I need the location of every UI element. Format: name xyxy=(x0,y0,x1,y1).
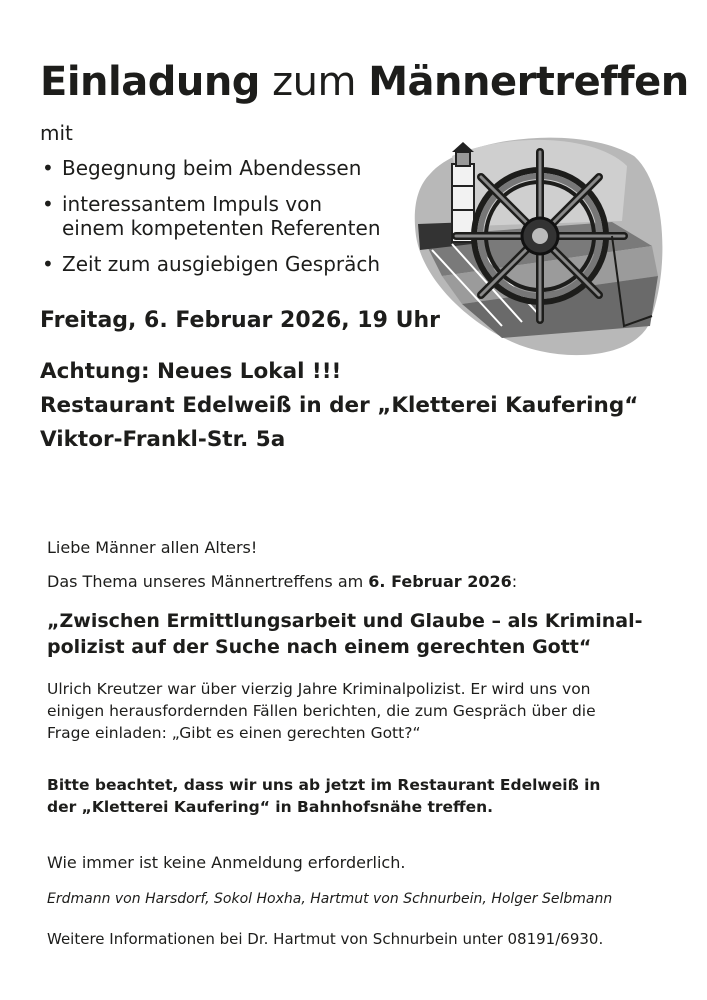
list-item-text: Begegnung beim Abendessen xyxy=(62,156,362,180)
registration-note: Wie immer ist keine Anmeldung erforderlich. xyxy=(47,853,406,872)
venue-address: Viktor-Frankl-Str. 5a xyxy=(40,427,286,452)
topic-prefix: Das Thema unseres Männertreffens am xyxy=(47,572,369,591)
talk-title-line: polizist auf der Suche nach einem gerechten Gott“ xyxy=(47,636,592,658)
topic-suffix: : xyxy=(511,572,518,591)
organizers: Erdmann von Harsdorf, Sokol Hoxha, Hartmut von Schnurbein, Holger Selbmann xyxy=(47,891,613,907)
list-item xyxy=(40,156,381,180)
notice-line: Bitte beachtet, dass wir uns ab jetzt im Restaurant Edelweiß in xyxy=(47,776,601,794)
contact-info: Weitere Informationen bei Dr. Hartmut von Schnurbein unter 08191/6930. xyxy=(47,930,604,948)
title-word-maennertreffen: Männertreffen xyxy=(368,59,689,105)
description-line: einigen herausfordernden Fällen berichten, die zum Gespräch über die xyxy=(47,702,596,720)
talk-title-line: „Zwischen Ermittlungsarbeit und Glaube – als Kriminal- xyxy=(47,610,643,632)
event-date: Freitag, 6. Februar 2026, 19 Uhr xyxy=(40,308,440,333)
talk-title xyxy=(47,608,687,660)
description-line: Frage einladen: „Gibt es einen gerechten Gott?“ xyxy=(47,724,421,742)
venue-block xyxy=(40,355,638,457)
description-line: Ulrich Kreutzer war über vierzig Jahre Kriminalpolizist. Er wird uns von xyxy=(47,680,591,698)
greeting: Liebe Männer allen Alters! xyxy=(47,538,258,557)
intro-text: mit xyxy=(40,121,73,145)
list-item xyxy=(40,192,381,240)
list-item-text: • interessantem Impuls von xyxy=(62,192,323,216)
new-venue-notice: Achtung: Neues Lokal !!! xyxy=(40,359,342,384)
ship-wheel-lighthouse-icon xyxy=(412,126,668,358)
topic-date: 6. Februar 2026 xyxy=(368,572,512,591)
feature-list xyxy=(40,156,381,288)
venue-name: Restaurant Edelweiß in der „Kletterei Kaufering“ xyxy=(40,393,639,418)
topic-intro xyxy=(47,571,687,593)
notice-line: der „Kletterei Kaufering“ in Bahnhofsnähe treffen. xyxy=(47,798,494,816)
page-title xyxy=(40,58,700,106)
list-item xyxy=(40,252,381,276)
list-item-text: Zeit zum ausgiebigen Gespräch xyxy=(62,252,381,276)
venue-change-notice xyxy=(47,774,687,818)
title-word-zum: zum xyxy=(272,59,356,105)
list-item-text-continued: einem kompetenten Referenten xyxy=(62,216,381,240)
talk-description xyxy=(47,678,687,744)
title-word-einladung: Einladung xyxy=(40,59,260,105)
